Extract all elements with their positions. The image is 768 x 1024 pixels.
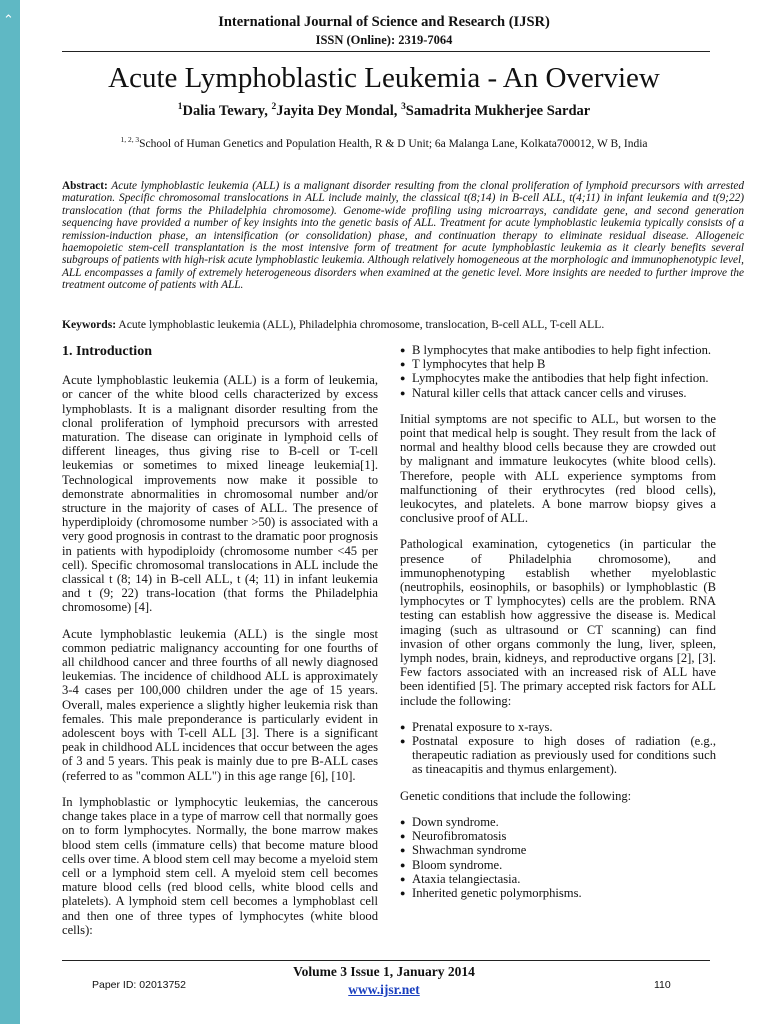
paragraph: Acute lymphoblastic leukemia (ALL) is the single most common pediatric malignancy accounting for one fourths of all childhood cancer and three fourths of all newly diagnosed leukemias. The incidence of childhood ALL is approximately 3-4 cases per 100,000 children under the age of 15 years. Overall, males experience a slightly higher leukemia risk than females. This male preponderance is particularly evident in adolescent boys with T-cell ALL [3]. There is a significant peak in childhood ALL incidences that occur between the ages of 3 and 5 years. This peak is mainly due to pre B-ALL cases (referred to as "common ALL") in this age range [6], [10]. [62,626,378,783]
list-item: ● Bloom syndrome. [400,858,716,872]
affiliation-sup: 1, 2, 3 [120,135,140,145]
list-item: ● Natural killer cells that attack cancer cells and viruses. [400,386,716,400]
journal-issn: ISSN (Online): 2319-7064 [315,33,453,47]
list-item: ● Inherited genetic polymorphisms. [400,886,716,900]
list-item: ● Prenatal exposure to x-rays. [400,720,716,734]
abstract-text: Acute lymphoblastic leukemia (ALL) is a malignant disorder resulting from the clonal proliferation of lymphoid precursors with arrested maturation. Specific chromosomal translocations in ALL include mainly, the classical t(8;14) in B-cell ALL, t(4;11) in infant leukemia and t(9;22) translocation (that forms the Philadelphia chromosome). Genome-wide profiling using microarrays, candidate gene, and second generation sequencing have provided a number of key insights into the genetic basis of ALL. Treatment for acute lymphoblastic leukemia typically consists of a remission-induction phase, an intensification (or consolidation) phase, and continuation therapy to eliminate residual disease. Allogeneic haemopoietic stem-cell transplantation is the most intensive form of treatment for acute lymphoblastic leukemia as it clearly benefits several subgroups of patients with high-risk acute lymphoblastic leukemia. Although relatively homogeneous at the morphologic and immunophenotypic level, ALL encompasses a family of extremely heterogeneous disorders when examined at the genetic level. More insights are needed to further improve the treatment outcome of patients with ALL. [62,180,744,292]
author-sup-2: 2 [271,102,277,113]
list-item: ● Lymphocytes make the antibodies that help fight infection. [400,371,716,385]
abstract [62,180,744,292]
side-color-bar [0,0,20,1024]
section-heading-introduction: 1. Introduction [62,344,152,359]
risk-factor-list [400,720,716,777]
list-item: ● Neurofibromatosis [400,829,716,843]
list-item: ● Postnatal exposure to high doses of radiation (e.g., therapeutic radiation as previously used for conditions such as tineacapitis and thymus enlargement). [400,734,716,777]
affiliation-text: School of Human Genetics and Population Health, R & D Unit; 6a Malanga Lane, Kolkata700012, W B, India [139,138,648,150]
header-rule [62,51,710,52]
list-item: ● T lymphocytes that help B [400,357,716,371]
author-3: Samadrita Mukherjee Sardar [405,103,591,119]
chevron-up-icon[interactable]: ⌃ [3,13,14,28]
list-item: ● B lymphocytes that make antibodies to help fight infection. [400,343,716,357]
author-sup-3: 3 [401,102,406,113]
list-item: ● Down syndrome. [400,815,716,829]
lymphocyte-type-list [400,343,716,400]
abstract-label: Abstract: [62,180,108,192]
right-column [400,343,716,912]
footer-rule [62,960,710,961]
paragraph: Genetic conditions that include the following: [400,788,632,803]
page-number: 110 [654,979,671,991]
list-item: ● Ataxia telangiectasia. [400,872,716,886]
left-column [62,343,378,949]
author-2: Jayita Dey Mondal, [276,103,402,119]
affiliation [0,135,768,150]
paper-id: Paper ID: 02013752 [92,979,186,991]
genetic-condition-list [400,815,716,900]
paragraph: In lymphoblastic or lymphocytic leukemias, the cancerous change takes place in a type of marrow cell that normally goes on to form lymphocytes. Normally, the bone marrow makes blood stem cells (immature cells) that become mature blood cells over time. A blood stem cell may become a myeloid stem cell or a lymphoid stem cell. A myeloid stem cell becomes mature blood cells (red blood cells, white blood cells and platelets). A lymphoid stem cell becomes a lymphoblast cell and then one of three types of lymphocytes (white blood cells): [62,794,378,937]
author-sup-1: 1 [177,102,183,113]
keywords-label: Keywords: [62,318,117,331]
paragraph: Pathological examination, cytogenetics (in particular the presence of Philadelphia chromosome), and immunophenotyping establish whether myeloblastic (neutrophils, eosinophils, or basophils) or lymphoblastic (B lymphocytes or T lymphocytes) cells are the problem. RNA testing can establish how aggressive the disease is. Medical imaging (such as ultrasound or CT scanning) can find invasion of other organs commonly the lung, liver, spleen, lymph nodes, brain, kidneys, and reproductive organs [2], [3]. Few factors associated with an increased risk of ALL have been identified [5]. The primary accepted risk factors for ALL include the following: [400,537,716,708]
footer-url-link[interactable]: www.ijsr.net [348,982,420,997]
paper-title: Acute Lymphoblastic Leukemia - An Overview [108,62,660,94]
keywords-text: Acute lymphoblastic leukemia (ALL), Philadelphia chromosome, translocation, B-cell ALL, T-cell ALL. [116,318,605,331]
author-list [0,103,768,120]
paragraph: Initial symptoms are not specific to ALL, but worsen to the point that medical help is sought. They result from the lack of normal and healthy blood cells because they are crowded out by malignant and immature leukocytes (white blood cells). Therefore, people with ALL experience symptoms from malfunctioning of their erythrocytes (red blood cells), leukocytes, and platelets. A bone marrow biopsy gives a conclusive proof of ALL. [400,411,716,526]
author-1: Dalia Tewary, [182,103,272,119]
list-item: ● Shwachman syndrome [400,843,716,857]
journal-name: International Journal of Science and Research (IJSR) [218,14,550,30]
paragraph: Acute lymphoblastic leukemia (ALL) is a form of leukemia, or cancer of the white blood cells characterized by excess lymphoblasts. It is a malignant disorder resulting from the clonal proliferation of lymphoid precursors with arrested maturation. The disease can originate in lymphoid cells of different lineages, thus giving rise to B-cell or T-cell leukemias or sometimes to mixed lineage leukemia[1]. Technological improvements now make it possible to demonstrate abnormalities in chromosomal number and/or structure in the majority of cases of ALL. The presence of hyperdiploidy (chromosome number >50) is associated with a very good prognosis in contrast to the dramatic poor prognosis in patients with hypodiploidy (chromosome number <45 per cell). Specific chromosomal translocations in ALL include the classical t (8; 14) in B-cell ALL, t (4; 11) in infant leukemia and t (9; 22) trans-location (that forms the Philadelphia chromosome) [4]. [62,373,378,615]
keywords [62,318,744,331]
footer-volume: Volume 3 Issue 1, January 2014 [293,964,475,979]
